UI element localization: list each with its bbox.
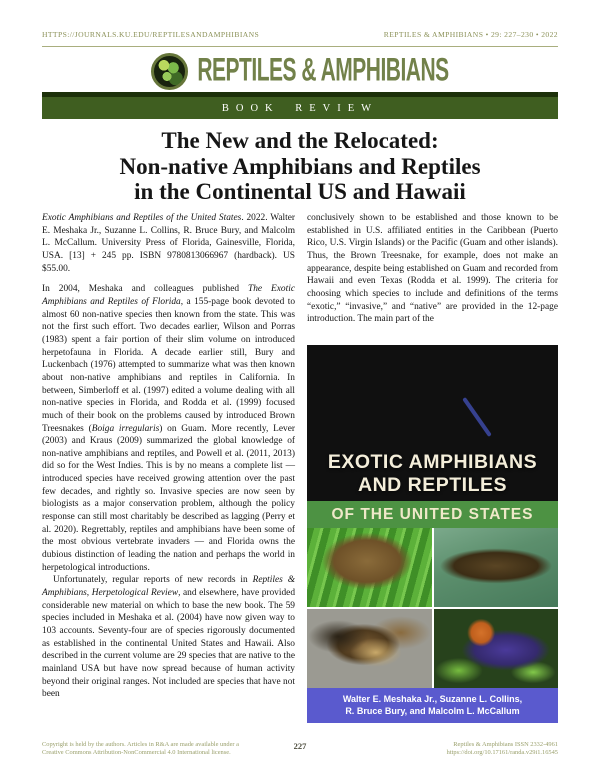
journal-title: REPTILES & AMPHIBIANS xyxy=(197,52,449,89)
book-cover-image xyxy=(307,345,558,723)
cover-photo-boa-constrictor xyxy=(307,609,432,688)
copyright-line2: Creative Commons Attribution-NonCommercial 4.0 International license. xyxy=(42,749,231,757)
body-paragraph-1: In 2004, Meshaka and colleagues published The Exotic Amphibians and Reptiles of Florida, a 155-page book devoted to almost 60 non-native species then known from the state. This was not the first such effort. Two decades earlier, Wilson and Porras (1983) spent a fair portion of their slim volume on introduced herpetofauna in Florida. A decade earlier still, Bury and Luckenbach (1976) attempted to summarize what was then known about non-native amphibians and reptiles in California. In between, Simberloff et al. (1997) edited a volume dealing with all non-native species in Florida, and Rodda et al. (1999) focused much of their book on the problems caused by introduced Brown Treesnakes (Boiga irregularis) on Guam. More recently, Lever (2003) and Kraus (2009) summarized the global knowledge of non-native amphibians and reptiles, and Powell et al. (2011, 2013) did so for the West Indies. This is by no means a complete list — introduced species have received growing attention over the past few decades, and rightly so. Invasive species are now seen by biologists as a major conservation problem, although the policy response can still most charitably be described as lagging (Perry et al. 2020). Regrettably, reptiles and amphibians have been some of the most obvious vertebrate invaders — and Florida owns the dubious distinction of leading the nation and perhaps the world in herpetological introductions. xyxy=(42,284,296,573)
copyright-notice xyxy=(42,741,252,757)
body-paragraph-2: Unfortunately, regular reports of new records in Reptiles & Amphibians, Herpetological Review, and elsewhere, have provided considerable new material on which to base the new book. The 59 species included in Meshaka et al. (2004) have now given way to 103 accounts. Seventy-four are of species rigorously documented as established in the continental United States and Hawaii. Also described in the current volume are 29 species that are native to the mainland USA but have now spread because of human activity beyond their original ranges. Not included are species that have not been xyxy=(42,575,296,700)
article-title-line1: The New and the Relocated: xyxy=(161,128,439,153)
journal-url: HTTPS://JOURNALS.KU.EDU/REPTILESANDAMPHIBIANS xyxy=(42,30,260,39)
section-banner: BOOK REVIEW xyxy=(42,97,558,119)
masthead xyxy=(0,52,600,90)
cover-subtitle-band: OF THE UNITED STATES xyxy=(307,501,558,528)
article-title xyxy=(0,128,600,205)
running-citation: REPTILES & AMPHIBIANS • 29: 227–230 • 2022 xyxy=(383,30,558,39)
body-paragraph-3: conclusively shown to be established and those known to be established in U.S. affiliated entities in the Caribbean (Puerto Rico, U.S. Virgin Islands) or the Pacific (Guam and other islands). Thus, the Brown Treesnake, for example, does not make an appearance, despite being established on Guam and recorded from Hawaii and even Texas (Rodda et al. 1999). The criteria for choosing which species to include and definitions of the terms “exotic,” “invasive,” and “native” are provided in the 12-page introduction. The main part of the xyxy=(307,213,558,325)
book-citation: Exotic Amphibians and Reptiles of the United States. 2022. Walter E. Meshaka Jr., Suzanne L. Collins, R. Bruce Bury, and Malcolm L. McCallum. University Press of Florida, Gainesville, Florida, USA. [13] + 245 pp. ISBN 9780813066967 (hardback). US $55.00. xyxy=(42,213,295,274)
journal-logo-icon xyxy=(151,53,188,90)
cover-photo-agama-lizard xyxy=(434,609,559,688)
article-title-line2: Non-native Amphibians and Reptiles xyxy=(119,153,481,179)
lizard-tongue-detail xyxy=(462,397,492,437)
cover-authors-line1: Walter E. Meshaka Jr., Suzanne L. Collins, xyxy=(342,694,523,704)
cover-authors-line2: R. Bruce Bury, and Malcolm L. McCallum xyxy=(345,705,520,716)
cover-title-line1: EXOTIC AMPHIBIANS xyxy=(327,451,538,473)
cover-title xyxy=(307,451,558,497)
cover-photo-basking-turtle xyxy=(434,528,559,607)
issn-doi-block xyxy=(348,741,558,757)
page-number: 227 xyxy=(293,741,307,751)
cover-title-line2: AND REPTILES xyxy=(357,474,507,496)
issn-line: Reptiles & Amphibians ISSN 2332-4961 xyxy=(453,741,558,748)
doi-link[interactable]: https://doi.org/10.17161/randa.v29i1.16545 xyxy=(446,749,558,757)
cover-photo-nile-monitor xyxy=(307,345,558,501)
header-rule xyxy=(42,46,558,47)
right-column xyxy=(307,212,558,326)
left-column xyxy=(42,212,295,701)
page-header xyxy=(42,30,558,39)
cover-photo-grid xyxy=(307,528,558,688)
copyright-line1: Copyright is held by the authors. Articles in R&A are made available under a xyxy=(42,741,239,748)
page-footer xyxy=(42,741,558,757)
article-title-line3: in the Continental US and Hawaii xyxy=(134,179,466,204)
cover-authors-band xyxy=(307,688,558,723)
cover-photo-leopard-frog xyxy=(307,528,432,607)
